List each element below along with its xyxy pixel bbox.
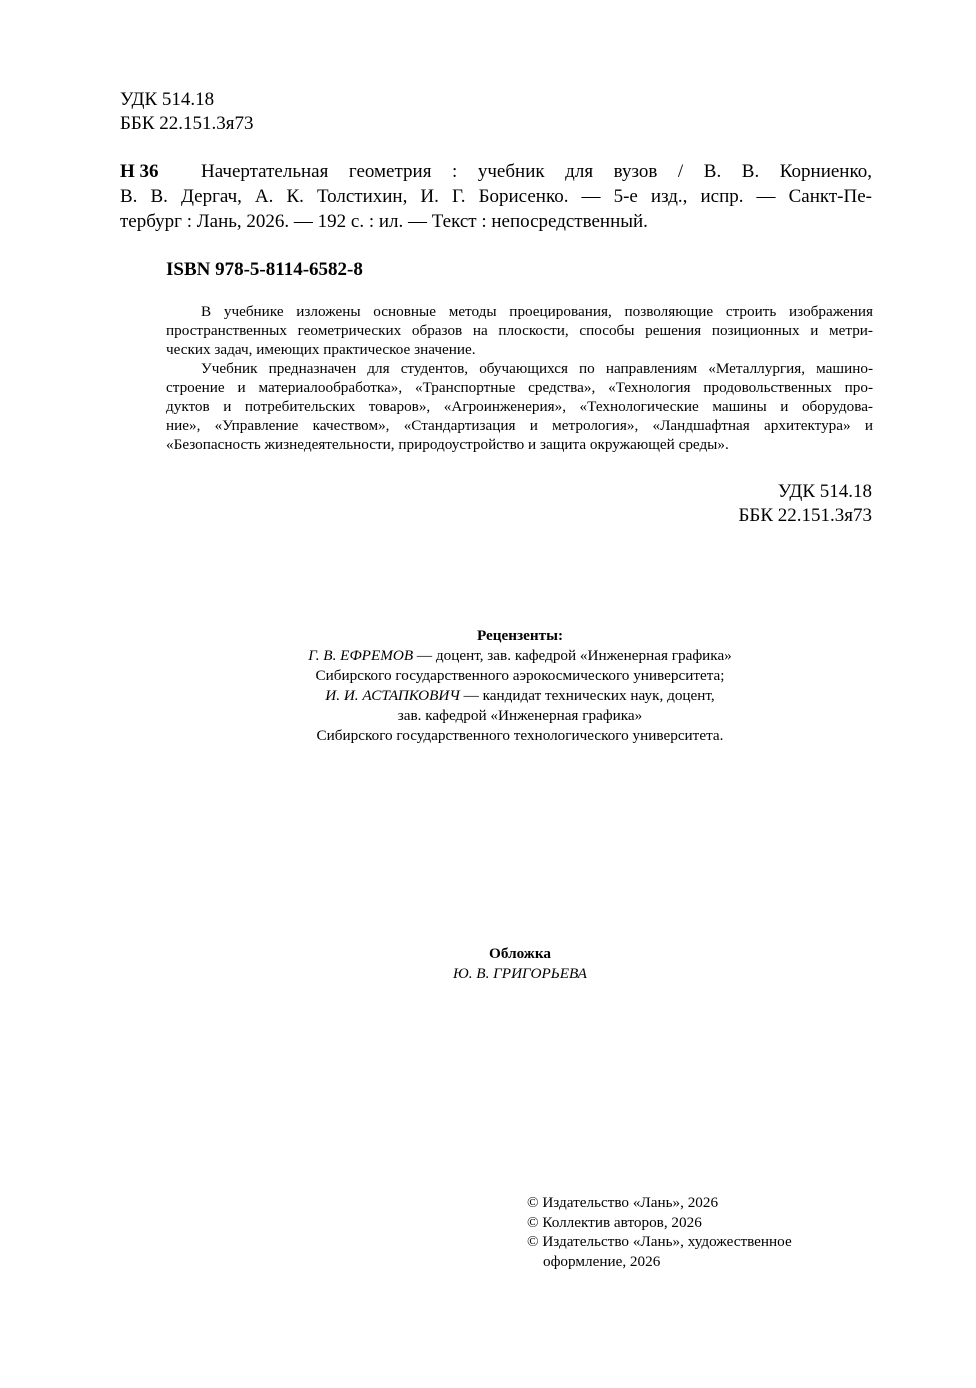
copyright-line: © Издательство «Лань», 2026 [527,1194,719,1211]
reviewers-block [160,626,880,746]
cover-designer: Ю. В. ГРИГОРЬЕВА [453,965,587,982]
annotation-line: В учебнике изложены основные методы проецирования, позволяющие строить изображения [201,303,873,320]
reviewer-2-name: И. И. АСТАПКОВИЧ [325,687,460,704]
annotation-line: ческих задач, имеющих практическое значение. [166,341,476,358]
annotation-line: ние», «Управление качеством», «Стандартизация и метрология», «Ландшафтная архитектура» и [166,417,873,434]
reviewer-2-affiliation: Сибирского государственного технологического университета. [316,727,724,744]
cover-credit [160,944,880,984]
annotation-line: строение и материалообработка», «Транспортные средства», «Технология продовольственных про- [166,379,873,396]
copyright-block [527,1193,792,1271]
bbk-code: ББК 22.151.3я73 [120,113,254,134]
annotation-line: пространственных геометрических образов на плоскости, способы решения позиционных и метри- [166,322,873,339]
reviewer-1-affiliation: Сибирского государственного аэрокосмического университета; [315,667,725,684]
copyright-line: © Издательство «Лань», художественное [527,1233,792,1250]
udk-code: УДК 514.18 [777,481,872,502]
cover-heading: Обложка [489,945,551,962]
copyright-line: © Коллектив авторов, 2026 [527,1213,702,1231]
reviewer-2-department: зав. кафедрой «Инженерная графика» [397,707,643,724]
reviewer-1-name: Г. В. ЕФРЕМОВ [308,647,414,664]
annotation-line: дуктов и потребительских товаров», «Агроинженерия», «Технологические машины и оборудова- [166,398,873,415]
author-sign: Н 36 [120,161,159,182]
reviewer-2 [160,686,880,706]
annotation [166,302,873,454]
reviewers-heading: Рецензенты: [476,627,564,644]
copyright-line: оформление, 2026 [543,1252,661,1270]
bbk-code: ББК 22.151.3я73 [738,505,872,526]
reviewer-1-position: — доцент, зав. кафедрой «Инженерная графика» [413,647,732,664]
reviewer-1 [160,646,880,666]
annotation-line: Учебник предназначен для студентов, обучающихся по направлениям «Металлургия, машино- [201,360,873,377]
biblio-line: В. В. Дергач, А. К. Толстихин, И. Г. Борисенко. — 5-е изд., испр. — Санкт-Пе- [120,186,872,207]
udk-bbk-footer [739,480,872,528]
biblio-line: Начертательная геометрия : учебник для вузов / В. В. Корниенко, [201,161,872,182]
biblio-line: тербург : Лань, 2026. — 192 с. : ил. — Текст : непосредственный. [120,211,648,232]
udk-code: УДК 514.18 [120,89,215,110]
isbn: ISBN 978-5-8114-6582-8 [166,259,363,280]
udk-bbk-header [120,88,253,136]
annotation-line: «Безопасность жизнедеятельности, природоустройство и защита окружающей среды». [166,436,729,453]
reviewer-2-position: — кандидат технических наук, доцент, [459,687,715,704]
